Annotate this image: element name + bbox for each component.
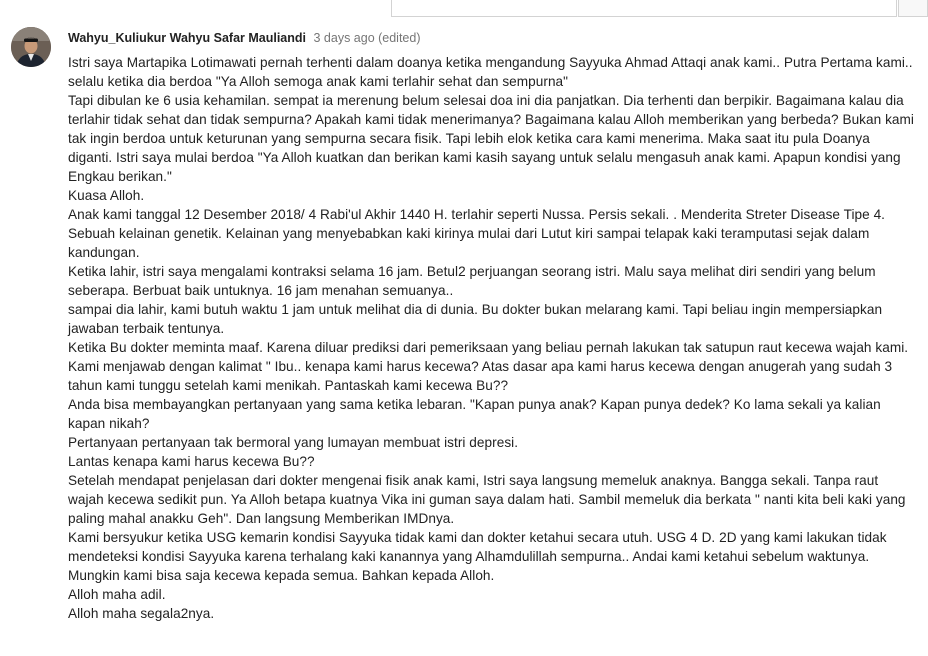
comment-paragraph: Ketika lahir, istri saya mengalami kontraksi selama 16 jam. Betul2 perjuangan seorang istri. Malu saya melihat diri sendiri yang belum seberapa. Berbuat baik untuknya. 16 jam menahan semuanya.. (68, 264, 876, 298)
comment-paragraph: Istri saya Martapika Lotimawati pernah terhenti dalam doanya ketika mengandung Sayyuka Ahmad Attaqi anak kami.. Putra Pertama kami.. selalu ketika dia berdoa "Ya Alloh semoga anak kami terlahir sehat dan sempurna" (68, 55, 913, 89)
comment (68, 29, 916, 623)
comment-paragraph: Anak kami tanggal 12 Desember 2018/ 4 Rabi'ul Akhir 1440 H. terlahir seperti Nussa. Persis sekali. . Menderita Streter Disease Tipe 4. Sebuah kelainan genetik. Kelainan yang menyebabkan kaki kirinya mulai dari Lutut kiri sampai telapak kaki teramputasi sejak dalam kandungan. (68, 207, 886, 260)
comment-paragraph: Alloh maha adil. (68, 587, 166, 602)
comment-paragraph: sampai dia lahir, kami butuh waktu 1 jam untuk melihat dia di dunia. Bu dokter bukan melarang kami. Tapi beliau ingin mempersiapkan jawaban terbaik tentunya. (68, 302, 883, 336)
user-avatar-icon (11, 27, 51, 67)
comment-paragraph: Pertanyaan pertanyaan tak bermoral yang lumayan membuat istri depresi. (68, 435, 519, 450)
top-scroll-button[interactable] (898, 0, 928, 17)
comment-paragraph: Kuasa Alloh. (68, 188, 145, 203)
comment-paragraph: Anda bisa membayangkan pertanyaan yang sama ketika lebaran. "Kapan punya anak? Kapan punya dedek? Ko lama sekali ya kalian kapan nikah? (68, 397, 881, 431)
comment-paragraph: Tapi dibulan ke 6 usia kehamilan. sempat ia merenung belum selesai doa ini dia panjatkan. Dia terhenti dan berpikir. Bagaimana kalau dia terlahir tidak sehat dan tidak sempurna? Apakah kami tidak menerimanya? Bagaimana kalau Alloh memberikan yang berbeda? Bukan kami tak ingin berdoa untuk keturunan yang sempurna secara fisik. Tapi lebih elok ketika cara kami menerima. Maka saat itu pula Doanya diganti. Istri saya mulai berdoa "Ya Alloh kuatkan dan berikan kami kasih sayang untuk selalu mengasuh anak kami. Apapun kondisi yang Engkau berikan." (68, 93, 914, 184)
comment-paragraph: Ketika Bu dokter meminta maaf. Karena diluar prediksi dari pemeriksaan yang beliau pernah lakukan tak satupun raut kecewa wajah kami. Kami menjawab dengan kalimat " Ibu.. kenapa kami harus kecewa? Atas dasar apa kami harus kecewa dengan anugerah yang sudah 3 tahun kami tunggu setelah kami menikah. Pantaskah kami kecewa Bu?? (68, 340, 909, 393)
comment-paragraph: Setelah mendapat penjelasan dari dokter mengenai fisik anak kami, Istri saya langsung memeluk anaknya. Bangga sekali. Tanpa raut wajah kecewa sedikit pun. Ya Alloh betapa kuatnya Vika ini guman saya dalam hati. Sambil memeluk dia berkata " nanti kita beli kaki yang paling mahal anakku Geh". Dan langsung Memberikan IMDnya. (68, 473, 906, 526)
comment-timestamp[interactable]: 3 days ago (edited) (313, 31, 421, 45)
comment-paragraph: Kami bersyukur ketika USG kemarin kondisi Sayyuka tidak kami dan dokter ketahui secara utuh. USG 4 D. 2D yang kami lakukan tidak mendeteksi kondisi Sayyuka karena terhalang kaki kanannya yang Alhamdulillah sempurna.. Andai kami ketahui sebelum waktunya. Mungkin kami bisa saja kecewa kepada semua. Bahkan kepada Alloh. (68, 530, 887, 583)
comment-author[interactable]: Wahyu_Kuliukur Wahyu Safar Mauliandi (68, 31, 306, 45)
comment-body (68, 53, 916, 623)
avatar[interactable] (11, 27, 51, 67)
comment-paragraph: Alloh maha segala2nya. (68, 606, 215, 621)
top-bar (0, 0, 928, 22)
comment-paragraph: Lantas kenapa kami harus kecewa Bu?? (68, 454, 315, 469)
top-input-field[interactable] (391, 0, 897, 17)
comment-header (68, 29, 916, 47)
